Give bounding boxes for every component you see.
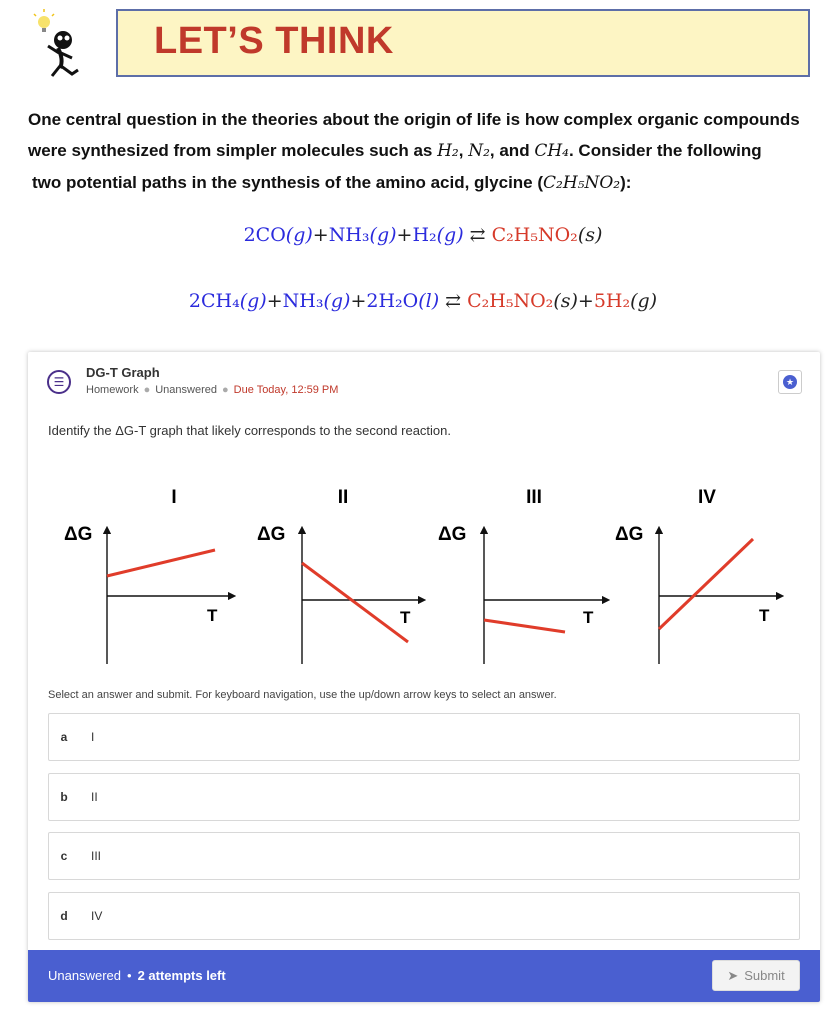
molecule-ch4: CH₄: [534, 141, 569, 161]
option-value: II: [91, 790, 98, 804]
banner-title: LET’S THINK: [154, 20, 394, 62]
state: (g): [285, 224, 313, 246]
option-value: I: [91, 730, 95, 744]
lets-think-banner: [116, 9, 810, 77]
reactant: 2CO: [243, 224, 286, 246]
dg-line: [484, 620, 565, 632]
molecule-h2: H₂: [437, 141, 459, 161]
graph-label: III: [526, 487, 542, 508]
card-footer: [28, 950, 820, 1002]
intro-text: two potential paths in the synthesis of the amino acid, glycine (: [32, 173, 544, 192]
state: (g): [323, 290, 351, 312]
graph-label: IV: [698, 487, 716, 508]
molecule-n2: N₂: [468, 141, 490, 161]
homework-list-icon: ☰: [47, 370, 71, 394]
state: (l): [418, 290, 440, 312]
dg-line: [302, 563, 408, 642]
y-axis-label: ΔG: [615, 524, 644, 545]
molecule-glycine: C₂H₅NO₂: [543, 173, 621, 193]
answer-option-d[interactable]: [48, 892, 800, 940]
x-axis-label: T: [400, 608, 411, 627]
card-meta: [86, 384, 338, 396]
option-value: III: [91, 849, 102, 863]
option-key: c: [60, 849, 68, 863]
answer-option-a[interactable]: [48, 713, 800, 761]
state: (g): [436, 224, 464, 246]
intro-text: were synthesized from simpler molecules such as: [28, 141, 438, 160]
plus-sign: +: [266, 290, 283, 312]
intro-line-2: [28, 135, 828, 167]
product: C₂H₅NO₂: [491, 224, 578, 246]
reactant: 2H₂O: [366, 290, 419, 312]
x-axis-label: T: [583, 608, 594, 627]
dg-line: [107, 550, 215, 576]
dot-separator: ●: [222, 384, 229, 396]
send-icon: ➤: [727, 967, 739, 983]
option-key: a: [60, 730, 68, 744]
plus-sign: +: [350, 290, 367, 312]
answer-option-c[interactable]: [48, 832, 800, 880]
intro-line-1: One central question in the theories about the origin of life is how complex organic compounds: [28, 110, 800, 129]
reactant: NH₃: [328, 224, 370, 246]
graph-3: [438, 487, 606, 664]
graph-label: II: [337, 487, 349, 508]
x-axis-label: T: [207, 606, 218, 625]
footer-answer-status: Unanswered: [48, 968, 121, 983]
option-key: d: [60, 909, 68, 923]
reaction-equation-1: [0, 224, 840, 246]
card-title: DG-T Graph: [86, 365, 160, 380]
graph-label: I: [171, 487, 177, 508]
dot-separator: ●: [143, 384, 151, 396]
submit-button[interactable]: [712, 960, 800, 991]
star-icon: ★: [783, 375, 797, 389]
footer-status: [48, 950, 226, 1002]
intro-text: ):: [620, 173, 632, 192]
dg-line: [659, 539, 753, 629]
intro-line-3: [28, 167, 828, 199]
x-axis-label: T: [759, 606, 770, 625]
product: C₂H₅NO₂: [467, 290, 554, 312]
plus-sign: +: [577, 290, 594, 312]
graph-1: [64, 487, 232, 664]
due-date: Due Today, 12:59 PM: [233, 384, 339, 396]
attempts-left: 2 attempts left: [137, 968, 226, 983]
dot-separator: •: [127, 968, 132, 983]
instructions-text: Select an answer and submit. For keyboard navigation, use the up/down arrow keys to select an answer.: [48, 689, 557, 701]
state: (g): [369, 224, 397, 246]
question-card: [28, 352, 820, 1002]
answer-status: Unanswered: [155, 384, 217, 396]
reactant: 2CH₄: [188, 290, 240, 312]
state: (s): [553, 290, 578, 312]
plus-sign: +: [312, 224, 329, 246]
y-axis-label: ΔG: [257, 524, 286, 545]
reactant: NH₃: [282, 290, 324, 312]
state: (g): [239, 290, 267, 312]
reaction-equation-2: [0, 290, 840, 312]
option-key: b: [60, 790, 68, 804]
bookmark-button[interactable]: [778, 370, 802, 394]
plus-sign: +: [396, 224, 413, 246]
intro-text: . Consider the following: [568, 141, 762, 160]
product: 5H₂: [593, 290, 631, 312]
equilibrium-arrow: ⇄: [463, 224, 492, 246]
question-text: Identify the ΔG-T graph that likely corresponds to the second reaction.: [48, 423, 451, 438]
thinking-figure-icon: [30, 8, 100, 80]
option-value: IV: [91, 909, 103, 923]
submit-label: Submit: [744, 968, 785, 983]
equilibrium-arrow: ⇄: [439, 290, 468, 312]
answer-option-b[interactable]: [48, 773, 800, 821]
dg-t-graphs: [28, 472, 820, 672]
separator: , and: [489, 141, 535, 160]
y-axis-label: ΔG: [64, 524, 93, 545]
assignment-type: Homework: [86, 384, 139, 396]
graph-2: [257, 487, 422, 664]
state: (g): [630, 290, 658, 312]
intro-paragraph: [28, 104, 828, 199]
separator: ,: [458, 141, 469, 160]
reactant: H₂: [412, 224, 437, 246]
y-axis-label: ΔG: [438, 524, 467, 545]
state: (s): [577, 224, 603, 246]
graph-4: [615, 487, 780, 664]
